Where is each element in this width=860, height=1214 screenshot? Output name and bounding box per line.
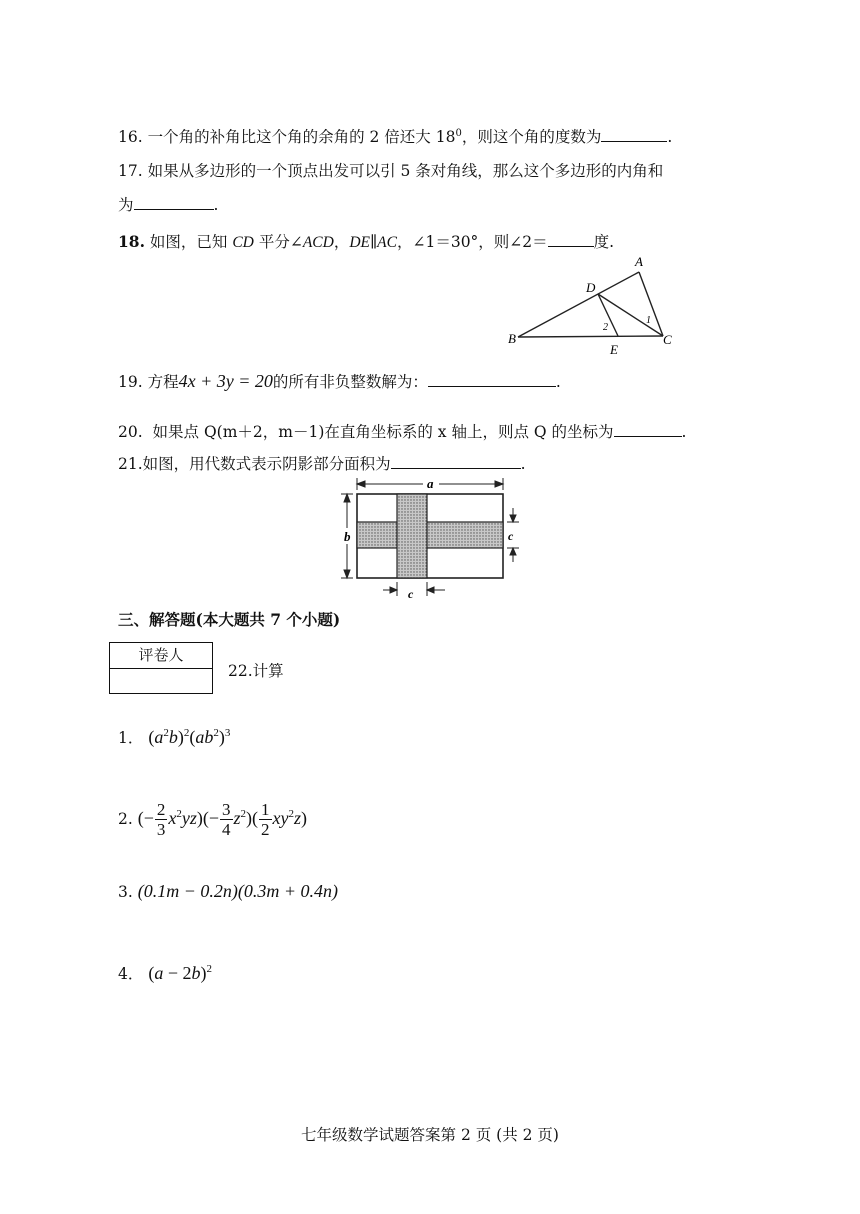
line-ac — [639, 272, 663, 336]
question-16: 16. 一个角的补角比这个角的余角的 2 倍还大 $18^0$，则这个角的度数为 . — [118, 123, 672, 148]
label-a: A — [635, 254, 643, 269]
triangle-figure — [500, 250, 690, 360]
question-20: 20. 如果点 Q(m＋2，m－1)在直角坐标系的 x 轴上，则点 Q 的坐标为 . — [118, 420, 686, 443]
answer-blank-20[interactable] — [614, 420, 682, 437]
angle-label-1: 1 — [646, 315, 651, 326]
answer-blank-16[interactable] — [601, 125, 667, 142]
calc-problem-4: 4． $(a - 2b)^2$ — [118, 963, 212, 983]
expression-2: (− $\frac{2}{3}$ $x^2yz)(-$ $\frac{3}{4}$ $z^2$)( $\frac{1}{2}$ $xy^2z$) — [137, 800, 308, 840]
line-bc — [518, 336, 663, 337]
expression-1: $(a^2b)^2(ab^2)^3$ — [148, 727, 231, 747]
expression-4: $(a - 2b)^2$ — [148, 963, 212, 983]
label-d: D — [586, 280, 596, 295]
calc-problem-1: 1． $(a^2b)^2(ab^2)^3$ — [118, 727, 231, 747]
section-title: 三、解答题(本大题共 7 个小题) — [118, 610, 341, 629]
line-ba — [518, 272, 639, 337]
question-17-line2: 为 . — [118, 193, 218, 216]
label-a: a — [427, 476, 434, 491]
label-b: b — [344, 529, 351, 544]
cross-area-figure — [335, 472, 535, 602]
label-e: E — [610, 342, 618, 357]
calc-problem-3: 3. (0.1m − 0.2n)(0.3m + 0.4n) — [118, 881, 339, 901]
expression-3: (0.1m − 0.2n)(0.3m + 0.4n) — [137, 881, 339, 901]
equation-19: 4x + 3y = 20 — [178, 371, 273, 391]
label-c-bottom: c — [408, 587, 414, 601]
grader-box — [109, 642, 213, 694]
answer-blank-18[interactable] — [548, 230, 594, 247]
grader-score-cell[interactable] — [110, 669, 212, 695]
label-c-right: c — [508, 529, 514, 543]
answer-blank-17[interactable] — [134, 193, 214, 210]
shaded-vertical-band — [397, 494, 427, 578]
calc-problem-2: 2. (− $\frac{2}{3}$ $x^2yz)(-$ $\frac{3}{4}$ $z^2$)( $\frac{1}{2}$ $xy^2z$) — [118, 800, 308, 840]
answer-blank-21[interactable] — [391, 452, 521, 469]
question-21: 21.如图，用代数式表示阴影部分面积为 . — [118, 452, 526, 475]
question-18: 18. 如图，已知 CD 平分∠ACD，DE∥AC，∠1＝30°，则∠2＝ 度. — [118, 232, 615, 251]
label-b: B — [508, 331, 516, 346]
angle-label-2: 2 — [603, 322, 608, 333]
question-19: 19. 方程4x + 3y = 20的所有非负整数解为： . — [118, 371, 561, 391]
question-22-title: 22.计算 — [228, 662, 284, 680]
page-footer: 七年级数学试题答案第 2 页 (共 2 页) — [301, 1126, 559, 1144]
question-17: 17. 如果从多边形的一个顶点出发可以引 5 条对角线，那么这个多边形的内角和 — [118, 162, 664, 180]
label-c: C — [663, 332, 672, 347]
shaded-horizontal-band — [357, 522, 503, 548]
grader-label: 评卷人 — [110, 643, 212, 669]
answer-blank-19[interactable] — [428, 370, 556, 387]
